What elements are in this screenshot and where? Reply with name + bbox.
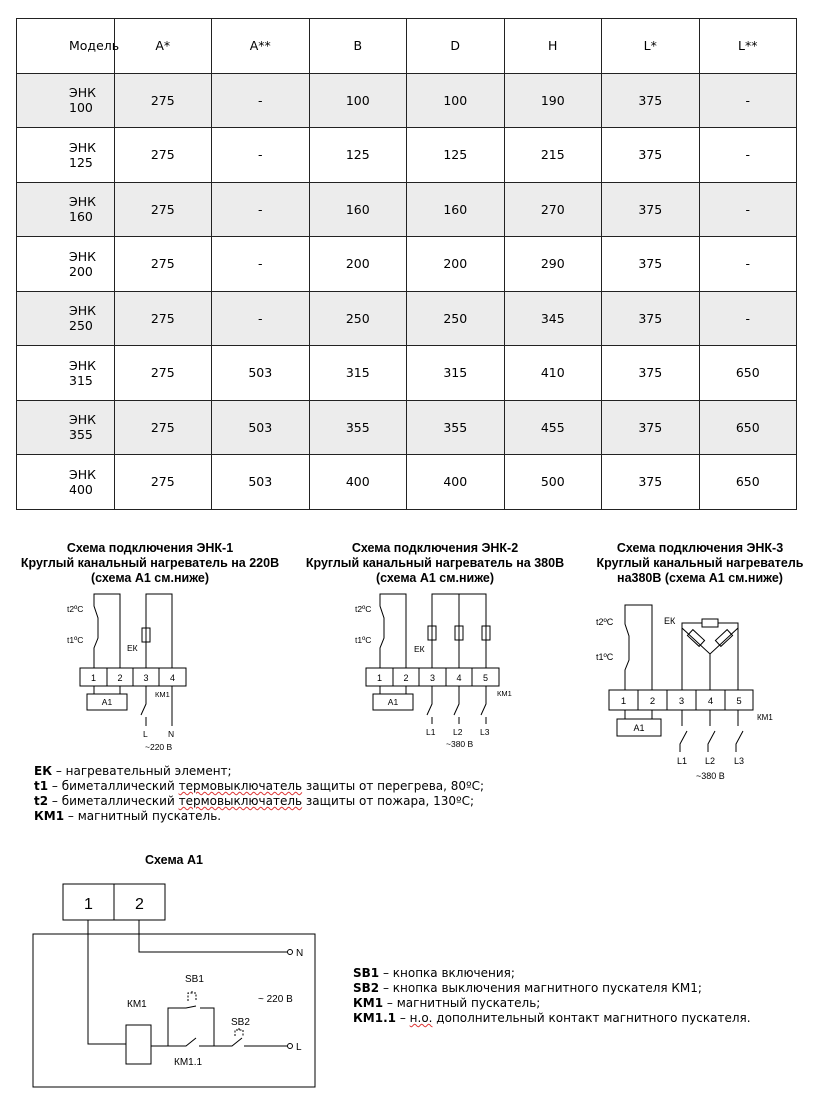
value-cell: 503 <box>212 455 310 510</box>
sb1-label: SB1 <box>185 974 204 985</box>
delta-wiring <box>682 623 738 690</box>
value-cell: 275 <box>114 128 212 183</box>
scheme-title-line: (схема А1 см.ниже) <box>375 571 495 585</box>
schema-a1-title: Схема А1 <box>145 853 203 867</box>
enk2-diagram <box>355 594 512 749</box>
value-cell: 375 <box>602 400 700 455</box>
n-label: N <box>296 948 304 959</box>
l-label: L <box>143 729 148 739</box>
model-cell: ЭНК 250 <box>17 291 115 346</box>
value-cell: 375 <box>602 182 700 237</box>
terminal-leads <box>682 710 738 726</box>
terminal-number: 4 <box>456 673 462 683</box>
value-cell: - <box>699 128 797 183</box>
header-cell: A** <box>212 19 310 74</box>
value-cell: 100 <box>407 73 505 128</box>
value-cell: 503 <box>212 400 310 455</box>
heater-element-icon <box>687 630 704 647</box>
a1-wires <box>94 686 120 694</box>
value-cell: 650 <box>699 346 797 401</box>
value-cell: 503 <box>212 346 310 401</box>
legend-term: КМ1.1 <box>353 1011 397 1025</box>
heater-wires <box>432 594 486 668</box>
scheme-title-line: Круглый канальный нагреватель на 220В <box>20 556 280 570</box>
terminal-number: 3 <box>429 673 436 683</box>
legend-term: SB1 <box>353 966 380 980</box>
value-cell: 315 <box>309 346 407 401</box>
value-cell: - <box>699 237 797 292</box>
legend-a1 <box>353 966 751 1026</box>
scheme-title-line: (схема А1 см.ниже) <box>90 571 210 585</box>
model-cell: ЭНК 400 <box>17 455 115 510</box>
terminal-number: 2 <box>135 896 144 913</box>
thermostat-loop <box>380 594 406 668</box>
legend-text: – кнопка включения; <box>379 966 515 980</box>
header-cell: D <box>407 19 505 74</box>
value-cell: - <box>212 182 310 237</box>
header-cell: L** <box>699 19 797 74</box>
km1-label: КМ1 <box>757 713 773 722</box>
value-cell: 275 <box>114 346 212 401</box>
schema-a1-diagram <box>33 853 315 1087</box>
value-cell: 250 <box>309 291 407 346</box>
value-cell: 375 <box>602 237 700 292</box>
legend-text: – магнитный пускатель; <box>383 996 541 1010</box>
legend-text: – <box>396 1011 410 1025</box>
a1-wires <box>380 686 406 694</box>
legend-text: н.о. <box>409 1011 433 1025</box>
legend-line <box>34 794 484 809</box>
t2-label: t2ºC <box>67 604 84 614</box>
value-cell: 345 <box>504 291 602 346</box>
sb1-branch <box>151 1006 214 1046</box>
n-label: N <box>168 729 175 739</box>
t1-label: t1ºC <box>596 652 614 662</box>
value-cell: 160 <box>407 182 505 237</box>
value-cell: 375 <box>602 128 700 183</box>
terminal-number: 3 <box>143 673 149 683</box>
legend-text: – кнопка выключения магнитного пускателя КМ1; <box>379 981 702 995</box>
header-cell: H <box>504 19 602 74</box>
legend-line <box>353 966 751 981</box>
legend-line <box>353 981 751 996</box>
value-cell: 650 <box>699 400 797 455</box>
voltage-label: ~220 В <box>145 742 173 752</box>
value-cell: 275 <box>114 400 212 455</box>
legend-text: защиты от перегрева, 80ºС; <box>302 779 485 793</box>
legend-line <box>34 809 484 824</box>
heater-element-icon <box>702 619 718 627</box>
value-cell: 500 <box>504 455 602 510</box>
value-cell: 275 <box>114 182 212 237</box>
terminal-number: 1 <box>84 896 93 913</box>
legend-line <box>353 996 751 1011</box>
scheme-title-line: Схема подключения ЭНК-2 <box>351 541 519 555</box>
value-cell: 400 <box>407 455 505 510</box>
value-cell: 190 <box>504 73 602 128</box>
value-cell: 455 <box>504 400 602 455</box>
legend-text: защиты от пожара, 130ºС; <box>302 794 475 808</box>
km1-label: КМ1 <box>127 999 147 1010</box>
a1-label: А1 <box>101 697 113 707</box>
value-cell: 125 <box>407 128 505 183</box>
model-cell: ЭНК 160 <box>17 182 115 237</box>
a1-wires <box>625 710 652 719</box>
model-cell: ЭНК 315 <box>17 346 115 401</box>
value-cell: - <box>212 291 310 346</box>
l1-label: L1 <box>677 756 688 766</box>
legend-text: – биметаллический <box>48 779 179 793</box>
terminal-number: 1 <box>376 673 383 683</box>
value-cell: 355 <box>309 400 407 455</box>
value-cell: 200 <box>407 237 505 292</box>
sb2-label: SB2 <box>231 1017 250 1028</box>
value-cell: 250 <box>407 291 505 346</box>
l3-label: L3 <box>734 756 745 766</box>
t1-label: t1ºC <box>67 635 84 645</box>
value-cell: 125 <box>309 128 407 183</box>
voltage-label: ~380 В <box>696 771 725 781</box>
model-cell: ЭНК 200 <box>17 237 115 292</box>
legend-line <box>34 779 484 794</box>
heater-element-icon <box>715 630 732 647</box>
legend-text: – биметаллический <box>48 794 179 808</box>
value-cell: 215 <box>504 128 602 183</box>
scheme-title-line: Круглый канальный нагреватель на 380В <box>305 556 565 570</box>
value-cell: - <box>212 73 310 128</box>
terminal-number: 1 <box>90 673 97 683</box>
header-cell: Модель <box>17 19 115 74</box>
legend-term: КМ1 <box>353 996 384 1010</box>
value-cell: 375 <box>602 455 700 510</box>
header-cell: L* <box>602 19 700 74</box>
legend-term: КМ1 <box>34 809 65 823</box>
l-label: L <box>296 1042 302 1053</box>
enk3-diagram <box>596 605 773 781</box>
value-cell: 315 <box>407 346 505 401</box>
legend-text: термовыключатель <box>178 794 303 808</box>
value-cell: 275 <box>114 237 212 292</box>
legend-term: t2 <box>34 794 49 808</box>
scheme-title-line: Круглый канальный нагреватель <box>596 556 804 570</box>
value-cell: - <box>212 128 310 183</box>
header-cell: B <box>309 19 407 74</box>
thermostat-loop <box>625 605 652 690</box>
t1-label: t1ºC <box>355 635 372 645</box>
value-cell: - <box>699 182 797 237</box>
value-cell: 200 <box>309 237 407 292</box>
voltage-label: ~ 220 В <box>258 994 293 1005</box>
scheme-title-line: на380В (схема А1 см.ниже) <box>617 571 783 585</box>
km1-label: КМ1 <box>155 690 170 699</box>
header-cell: A* <box>114 19 212 74</box>
value-cell: 275 <box>114 73 212 128</box>
l-terminal-dot <box>288 1044 293 1049</box>
legend-term: SB2 <box>353 981 380 995</box>
scheme-title-line: Схема подключения ЭНК-3 <box>616 541 784 555</box>
value-cell: 650 <box>699 455 797 510</box>
sb1-actuator-icon <box>188 990 196 1001</box>
enk1-diagram <box>67 594 186 752</box>
legend-enk <box>34 764 484 824</box>
neutral-wire <box>139 920 287 952</box>
n-terminal-dot <box>288 950 293 955</box>
value-cell: 375 <box>602 346 700 401</box>
model-cell: ЭНК 355 <box>17 400 115 455</box>
t2-label: t2ºC <box>596 617 614 627</box>
coil-feed-wire <box>88 920 126 1044</box>
l2-label: L2 <box>453 727 463 737</box>
value-cell: 375 <box>602 291 700 346</box>
model-cell: ЭНК 125 <box>17 128 115 183</box>
legend-line <box>34 764 484 779</box>
value-cell: 355 <box>407 400 505 455</box>
thermostat-loop <box>94 594 120 668</box>
km1-label: КМ1 <box>497 689 512 698</box>
value-cell: 275 <box>114 291 212 346</box>
value-cell: 270 <box>504 182 602 237</box>
a1-label: А1 <box>387 697 399 707</box>
legend-term: t1 <box>34 779 49 793</box>
a1-label: А1 <box>633 723 645 733</box>
value-cell: 410 <box>504 346 602 401</box>
legend-text: термовыключатель <box>178 779 303 793</box>
value-cell: 275 <box>114 455 212 510</box>
terminal-number: 5 <box>482 673 489 683</box>
value-cell: 160 <box>309 182 407 237</box>
terminal-number: 5 <box>736 696 742 707</box>
model-cell: ЭНК 100 <box>17 73 115 128</box>
t2-label: t2ºC <box>355 604 372 614</box>
km1-contacts <box>680 731 743 752</box>
terminal-number: 2 <box>117 673 123 683</box>
legend-text: – магнитный пускатель. <box>64 809 222 823</box>
value-cell: 400 <box>309 455 407 510</box>
value-cell: - <box>699 291 797 346</box>
l2-label: L2 <box>705 756 716 766</box>
voltage-label: ~380 В <box>446 739 474 749</box>
legend-text: дополнительный контакт магнитного пускателя. <box>432 1011 751 1025</box>
value-cell: 375 <box>602 73 700 128</box>
km1-coil <box>126 1025 151 1064</box>
terminal-number: 1 <box>620 696 627 707</box>
value-cell: - <box>212 237 310 292</box>
ek-label: ЕК <box>664 616 676 626</box>
terminal-dividers <box>107 668 159 686</box>
ek-label: ЕК <box>127 643 138 653</box>
km1-contacts <box>427 686 486 724</box>
value-cell: 100 <box>309 73 407 128</box>
value-cell: - <box>699 73 797 128</box>
terminal-number: 4 <box>707 696 714 707</box>
km11-sb2-line <box>168 1038 287 1046</box>
sb2-actuator-icon <box>235 1027 243 1036</box>
legend-text: – нагревательный элемент; <box>52 764 232 778</box>
legend-line <box>353 1011 751 1026</box>
terminal-number: 2 <box>649 696 656 707</box>
terminal-number: 3 <box>678 696 685 707</box>
scheme-title-line: Схема подключения ЭНК-1 <box>66 541 234 555</box>
value-cell: 290 <box>504 237 602 292</box>
terminal-number: 4 <box>169 673 176 683</box>
legend-term: ЕК <box>34 764 53 778</box>
l3-label: L3 <box>480 727 490 737</box>
ek-label: ЕК <box>414 644 425 654</box>
terminal-number: 2 <box>403 673 409 683</box>
l1-label: L1 <box>426 727 436 737</box>
km11-label: КМ1.1 <box>174 1057 203 1068</box>
